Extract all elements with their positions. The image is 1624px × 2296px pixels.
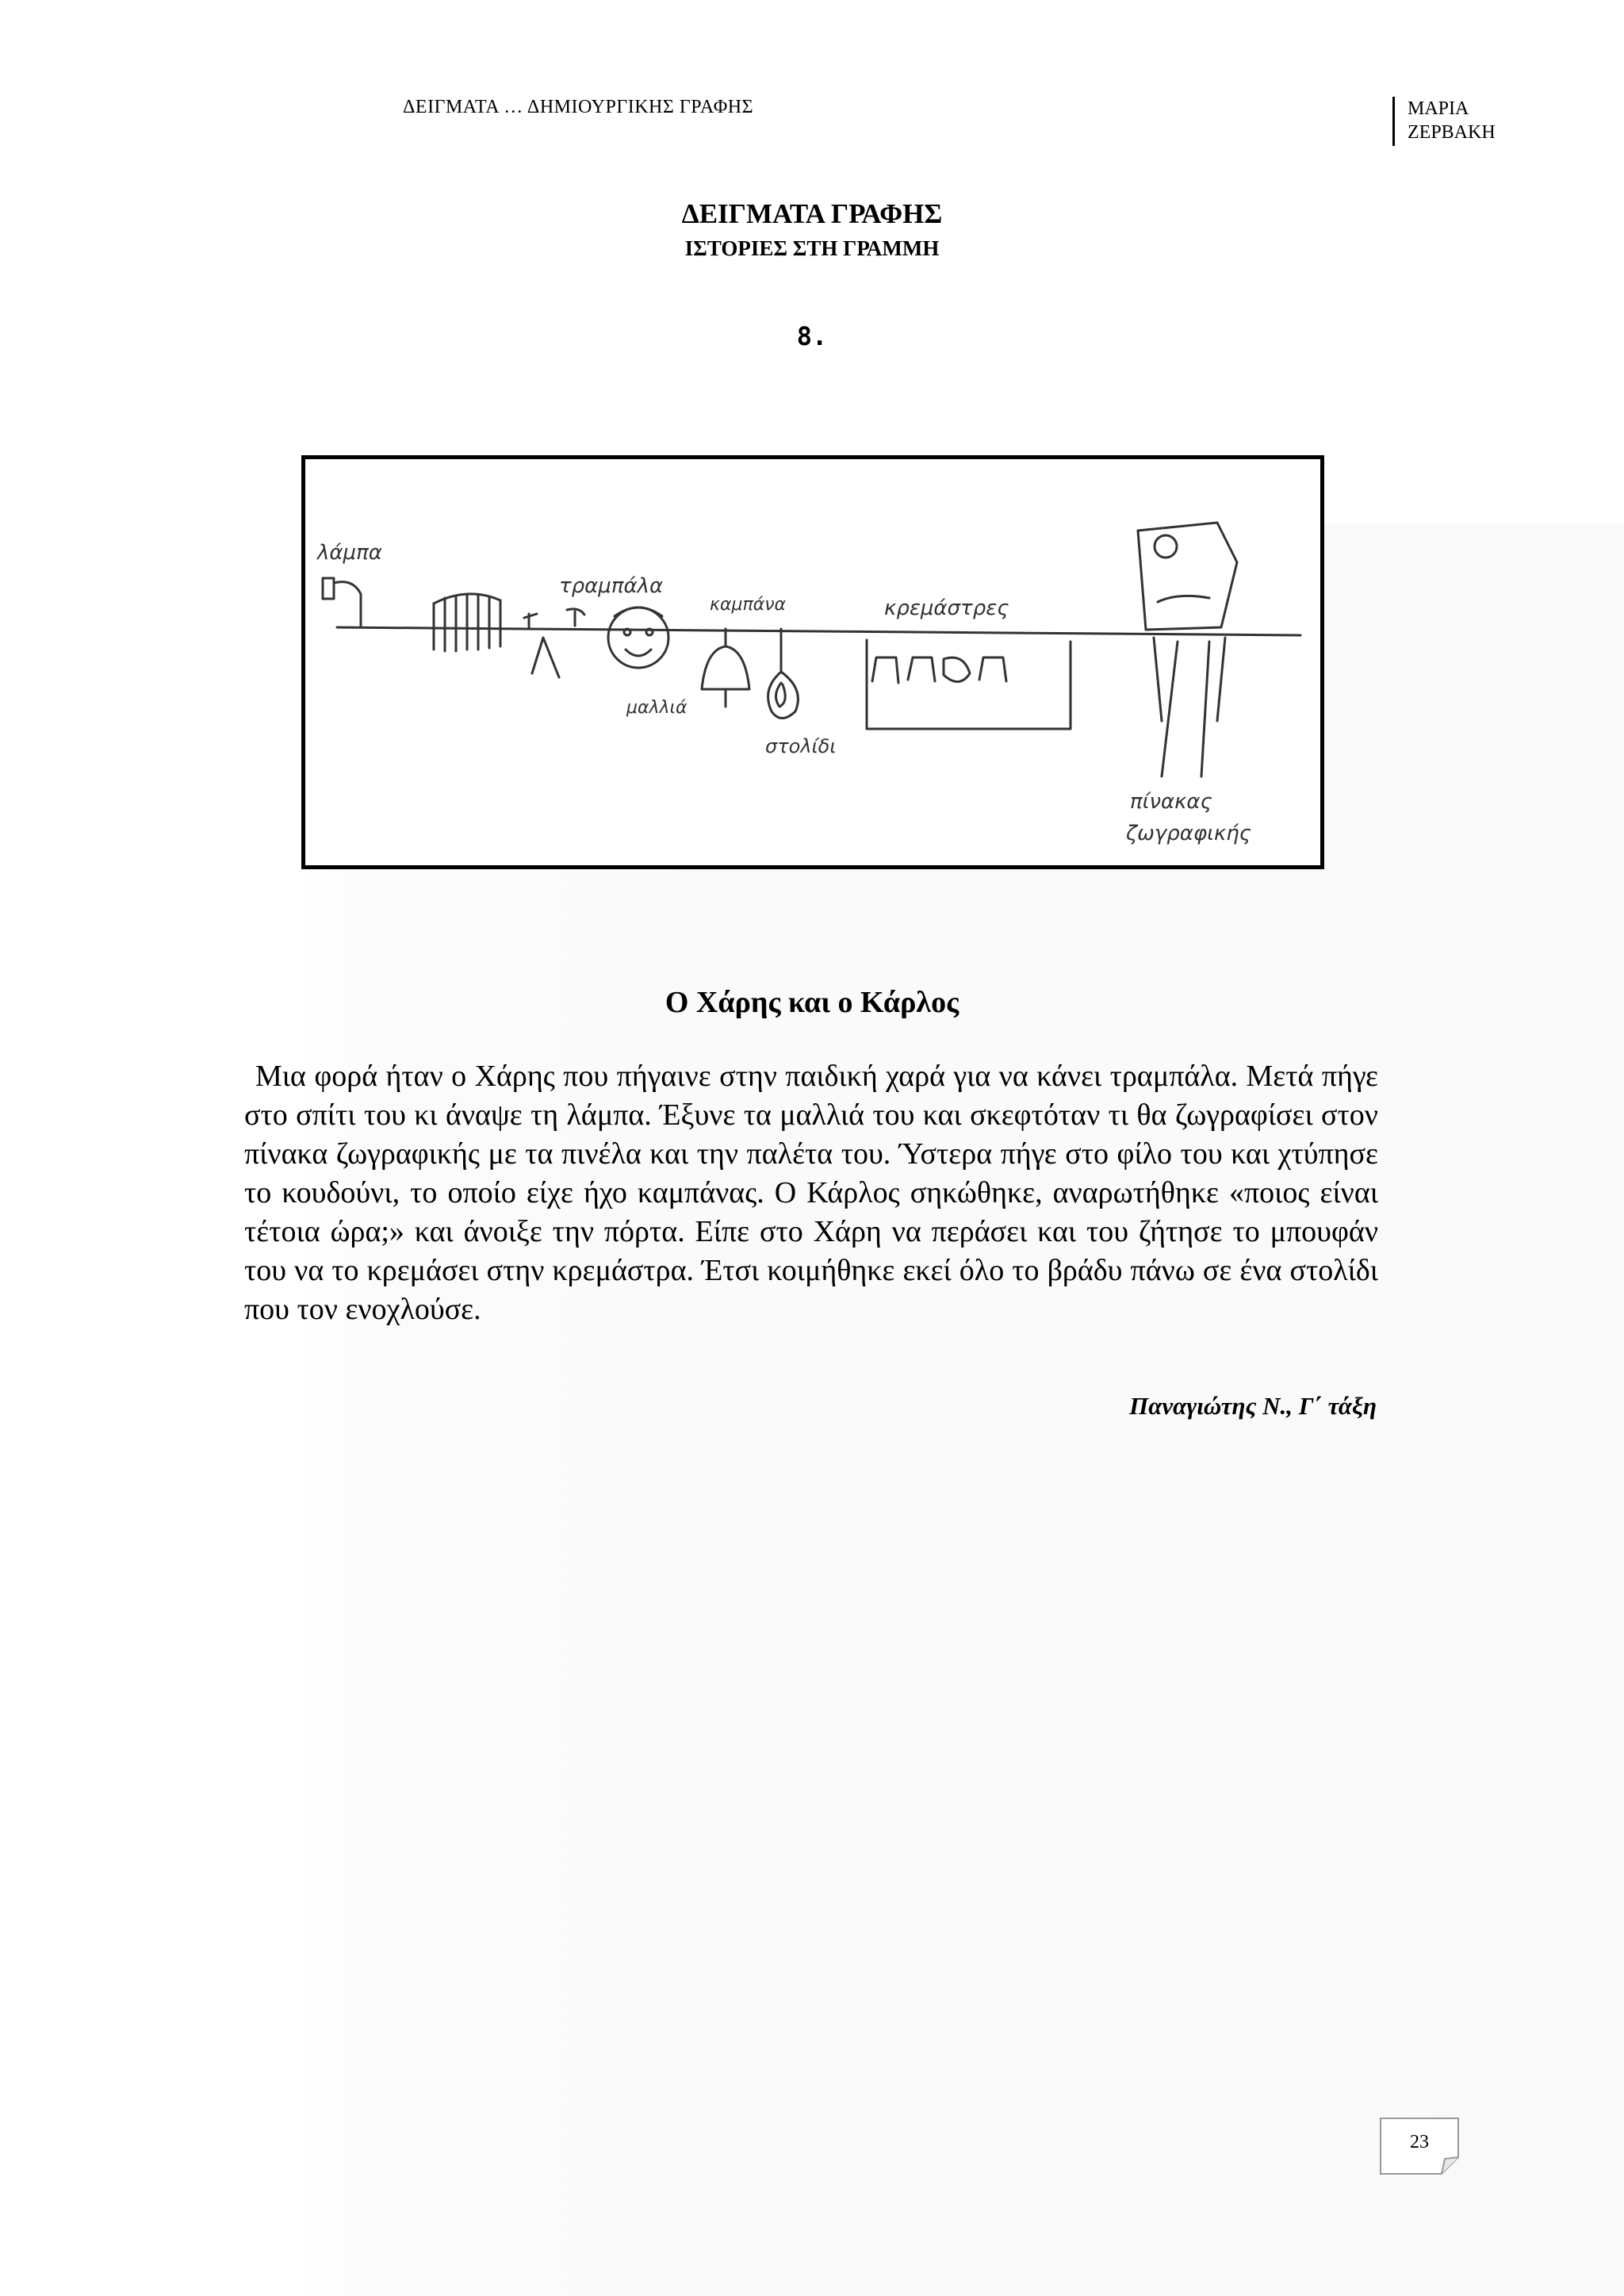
label-ornament: στολίδι <box>765 735 837 757</box>
page-number-box <box>1380 2118 1459 2175</box>
story-title: Ο Χάρης και ο Κάρλος <box>665 986 959 1019</box>
hanger-board <box>867 640 1071 729</box>
label-seesaw: τραμπάλα <box>559 574 664 598</box>
lamp-stand <box>334 582 361 627</box>
author-first-name: ΜΑΡΙΑ <box>1408 98 1469 119</box>
running-header-title: ΔΕΙΓΜΑΤΑ … ΔΗΜΙΟΥΡΓΙΚΗΣ ΓΡΑΦΗΣ <box>403 97 754 117</box>
header-divider <box>1392 97 1395 146</box>
sun-icon <box>1155 535 1177 558</box>
story-text <box>244 1057 1378 1329</box>
label-board-line2: ζωγραφικής <box>1126 822 1251 845</box>
easel-board-icon <box>1138 523 1237 630</box>
story-body: Μια φορά ήταν ο Χάρης που πήγαινε στην παιδική χαρά για να κάνει τραμπάλα. Μετά πήγε στο σπίτι του κι άναψε τη λάμπα. Έξυνε τα μαλλιά του και σκεφτόταν τι θα ζωγραφίσει στον πίνακα ζωγραφικής με τα πινέλα και την παλέτα του. Ύστερα πήγε στο φίλο του και χτύπησε το κουδούνι, το οποίο είχε ήχο καμπάνας. Ο Κάρλος σηκώθηκε, αναρωτήθηκε «ποιος είναι τέτοια ώρα;» και άνοιξε την πόρτα. Είπε στο Χάρη να περάσει και του ζήτησε το μπουφάν του να το κρεμάσει στην κρεμάστρα. Έτσι κοιμήθηκε εκεί όλο το βράδυ πάνω σε ένα στολίδι που τον ενοχλούσε. <box>244 1060 1378 1326</box>
page-subtitle: ΙΣΤΟΡΙΕΣ ΣΤΗ ΓΡΑΜΜΗ <box>684 236 940 260</box>
lamp-icon <box>323 578 334 599</box>
running-header-author <box>1408 97 1496 144</box>
page-title: ΔΕΙΓΜΑΤΑ ΓΡΑΦΗΣ <box>681 198 943 229</box>
page-number: 23 <box>1410 2132 1429 2152</box>
face-icon <box>608 608 668 668</box>
label-board-line1: πίνακας <box>1130 790 1212 814</box>
child-drawing <box>301 455 1324 869</box>
seesaw-icon <box>524 609 584 627</box>
label-lamp: λάμπα <box>317 541 382 565</box>
label-bell: καμπάνα <box>710 595 787 615</box>
label-hangers: κρεμάστρες <box>884 596 1009 620</box>
easel-legs-icon <box>1154 638 1225 776</box>
hangers-icon <box>872 657 1006 683</box>
radiator-icon <box>434 594 500 651</box>
author-last-name: ΖΕΡΒΑΚΗ <box>1408 122 1496 143</box>
sample-number: 8. <box>796 321 828 351</box>
label-hair: μαλλιά <box>626 698 688 718</box>
bell-icon <box>702 629 749 689</box>
drawing-sketch <box>305 459 1320 865</box>
story-signature: Παναγιώτης Ν., Γ΄ τάξη <box>1129 1392 1377 1420</box>
